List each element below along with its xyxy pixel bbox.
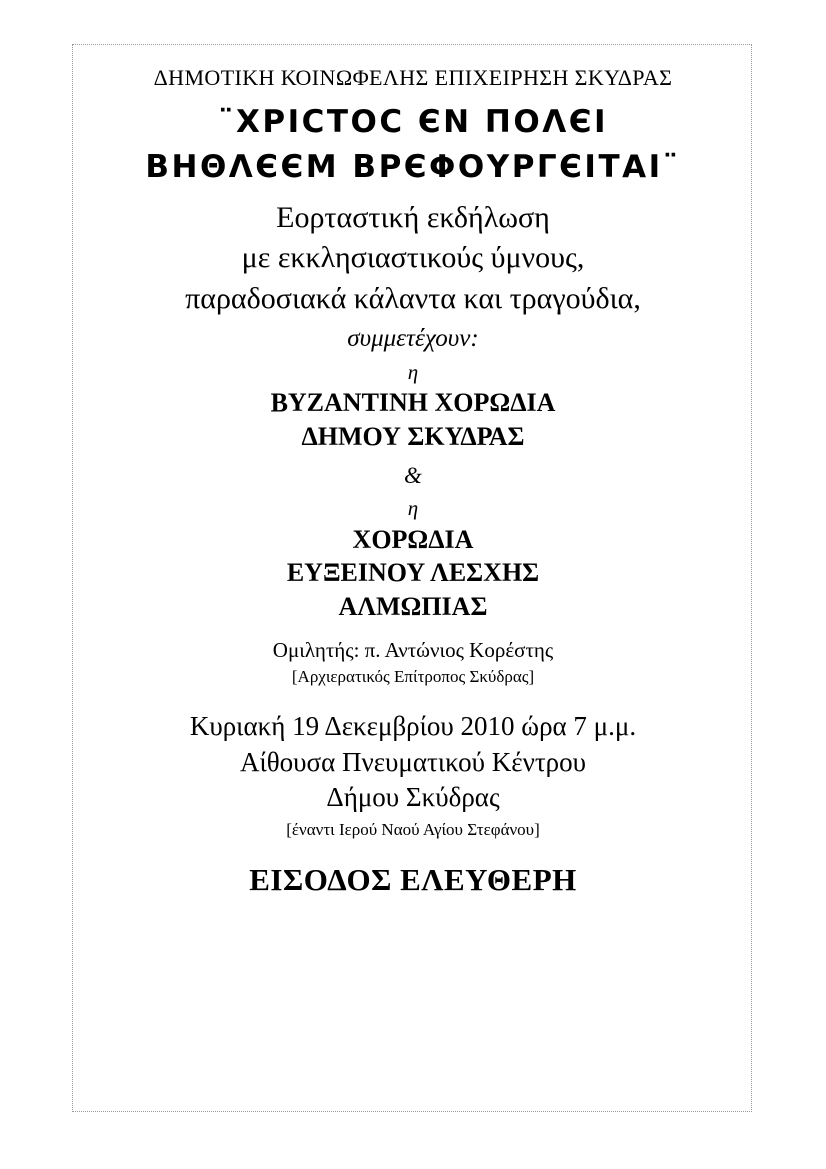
choir-2-line-2: ΕΥΞΕΙΝΟΥ ΛΕΣΧΗΣ (286, 558, 540, 588)
choir-2-article: η (407, 496, 419, 521)
poster-subtitle (73, 198, 753, 319)
venue-note: [έναντι Ιερού Ναού Αγίου Στεφάνου] (286, 819, 540, 839)
event-venue-line-1: Αίθουσα Πνευματικού Κέντρου (239, 746, 587, 777)
ampersand-separator: & (404, 463, 422, 489)
choir-2-line-3: ΑΛΜΩΠΙΑΣ (338, 592, 488, 622)
speaker-line: Ομιλητής: π. Αντώνιος Κορέστης (272, 637, 554, 662)
event-venue-line-2: Δήμου Σκύδρας (326, 782, 500, 813)
choir-1-article: η (407, 359, 419, 384)
poster-title-line-2: ΒΗΘΛЄЄΜ ΒΡЄΦΟΥΡΓЄΙΤΑΙ¨ (145, 149, 681, 186)
choir-2-name (73, 523, 753, 624)
poster-content (73, 45, 753, 898)
choir-2-line-1: ΧΟΡΩΔΙΑ (352, 524, 474, 554)
choir-1-name (73, 386, 753, 454)
free-entry-line: ΕΙΣΟΔΟΣ ΕΛΕΥΘΕΡΗ (249, 861, 577, 897)
subtitle-line-3: παραδοσιακά κάλαντα και τραγούδια, (185, 281, 641, 315)
participants-label: συμμετέχουν: (347, 324, 479, 352)
event-date-line: Κυριακή 19 Δεκεμβρίου 2010 ώρα 7 μ.μ. (189, 710, 637, 741)
poster-title (73, 100, 753, 190)
choir-1-line-1: ΒΥΖΑΝΤΙΝΗ ΧΟΡΩΔΙΑ (270, 387, 556, 417)
event-details (73, 709, 753, 816)
poster-border (72, 44, 752, 1112)
poster-title-line-1: ¨ΧΡΙCΤΟC ЄΝ ΠΟΛЄΙ (217, 104, 608, 141)
choir-1-line-2: ΔΗΜΟΥ ΣΚΥΔΡΑΣ (301, 421, 525, 451)
subtitle-line-2: με εκκλησιαστικούς ύμνους, (241, 241, 585, 275)
speaker-note: [Αρχιερατικός Επίτροπος Σκύδρας] (291, 666, 535, 686)
subtitle-line-1: Εορταστική εκδήλωση (276, 201, 550, 235)
organization-line: ΔΗΜΟΤΙΚΗ ΚΟΙΝΩΦΕΛΗΣ ΕΠΙΧΕΙΡΗΣΗ ΣΚΥΔΡΑΣ (153, 65, 673, 90)
